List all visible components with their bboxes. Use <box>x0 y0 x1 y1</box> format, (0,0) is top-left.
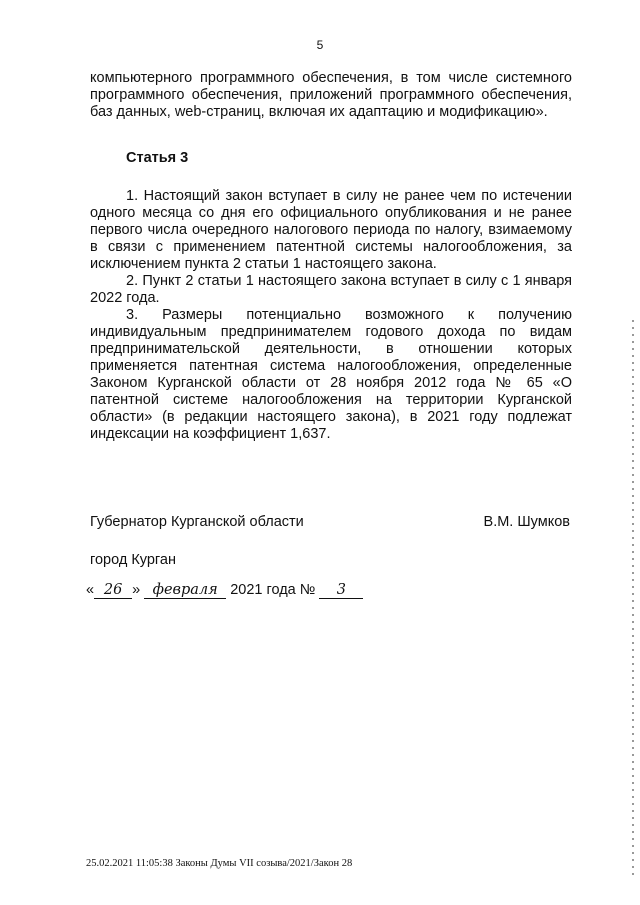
paragraph-3: 3. Размеры потенциально возможного к получению индивидуальным предпринимателем годового дохода по видам предпринимательской деятельности, в отношении которых применяется патентная система налогообложения, определенные Законом Курганской области от 28 ноября 2012 года № 65 «О патентной системе налогообложения на территории Курганской области» (в редакции настоящего закона), в 2021 году подлежат индексации на коэффициент 1,637. <box>90 307 572 442</box>
date-close-quote: » <box>132 582 141 598</box>
signatory-title: Губернатор Курганской области <box>90 514 304 530</box>
date-line <box>86 582 363 599</box>
date-day: 26 <box>94 582 132 599</box>
paragraph-1: 1. Настоящий закон вступает в силу не ранее чем по истечении одного месяца со дня его официального опубликования и не ранее первого числа очередного налогового периода по налогу, взимаемому в связи с применением патентной системы налогообложения, за исключением пункта 2 статьи 1 настоящего закона. <box>90 188 572 272</box>
page-number: 5 <box>316 38 324 52</box>
date-open-quote: « <box>86 582 95 598</box>
scan-edge-marks <box>632 320 634 880</box>
continuation-block <box>90 70 572 121</box>
date-month: февраля <box>144 582 226 599</box>
city-line: город Курган <box>90 552 176 568</box>
footer-meta: 25.02.2021 11:05:38 Законы Думы VII созыва/2021/Закон 28 <box>86 858 353 869</box>
continuation-text: компьютерного программного обеспечения, в том числе системного программного обеспечения, приложений программного обеспечения, баз данных, web-страниц, включая их адаптацию и модификацию». <box>90 70 572 120</box>
paragraph-2: 2. Пункт 2 статьи 1 настоящего закона вступает в силу с 1 января 2022 года. <box>90 273 572 306</box>
date-year: 2021 года № <box>230 582 316 598</box>
article-heading: Статья 3 <box>126 150 189 166</box>
law-number: 3 <box>319 582 363 599</box>
article-body <box>90 188 572 443</box>
signatory-name: В.М. Шумков <box>483 514 570 530</box>
